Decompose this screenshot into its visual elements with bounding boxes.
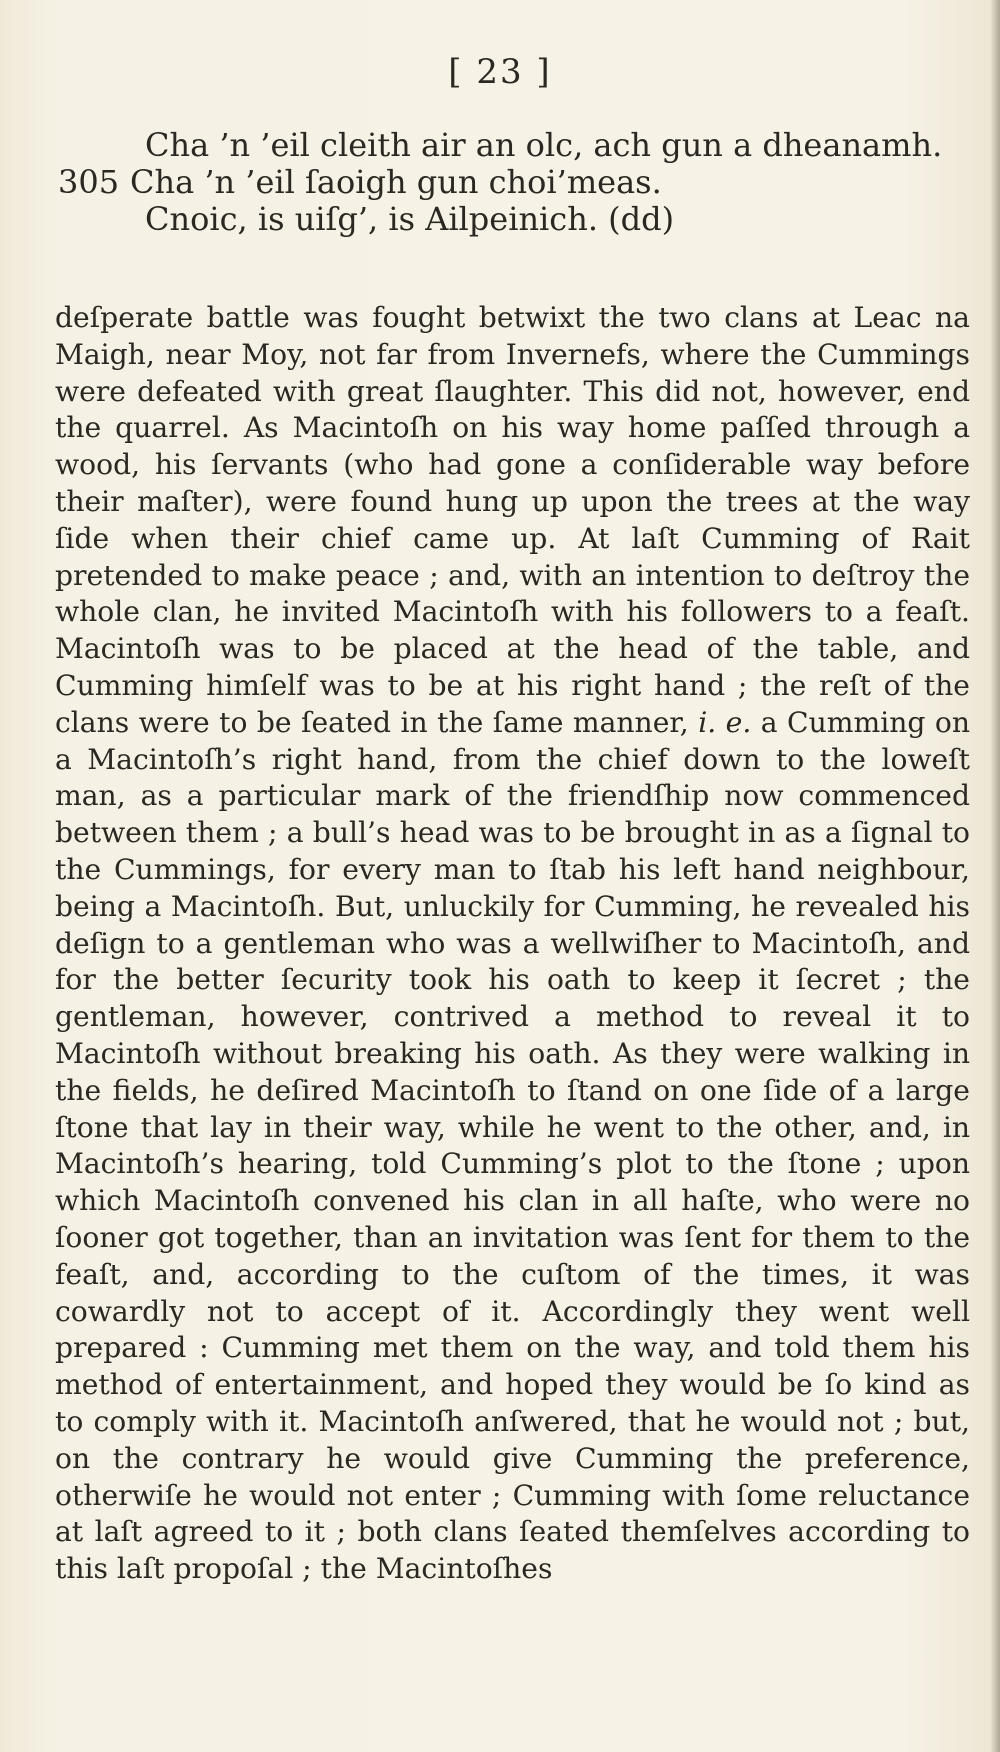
verse-line-number: 305 xyxy=(58,163,120,201)
prose-body xyxy=(55,300,970,1588)
prose-text-part-2: a Cumming on a Macintoſh’s right hand, from the chief down to the loweſt man, as a particular mark of the friendſhip now commenced between them ; a bull’s head was to be brought in as a ſignal to the Cummings, for every man to ſtab his left hand neighbour, being a Macintoſh. But, unluckily for Cumming, he revealed his deſign to a gentleman who was a wellwiſher to Macintoſh, and for the better ſecurity took his oath to keep it ſecret ; the gentleman, however, contrived a method to reveal it to Macintoſh without breaking his oath. As they were walking in the fields, he deſired Macintoſh to ſtand on one ſide of a large ſtone that lay in their way, while he went to the other, and, in Macintoſh’s hearing, told Cumming’s plot to the ſtone ; upon which Macintoſh convened his clan in all haſte, who were no ſooner got together, than an invitation was ſent for them to the feaſt, and, according to the cuſtom of the times, it was cowardly not to accept of it. Accordingly they went well prepared : Cumming met them on the way, and told them his method of entertainment, and hoped they would be ſo kind as to comply with it. Macintoſh anſwered, that he would not ; but, on the contrary he would give Cumming the preference, otherwiſe he would not enter ; Cumming with ſome reluctance at laſt agreed to it ; both clans ſeated themſelves according to this laſt propoſal ; the Macintoſhes xyxy=(55,705,971,1586)
verse-line-1: Cha ’n ’eil cleith air an olc, ach gun a dheanamh. xyxy=(145,126,943,164)
page-edge-shadow xyxy=(990,0,1000,1752)
prose-paragraph xyxy=(55,300,970,1588)
prose-abbreviation-ie: i. e. xyxy=(698,705,752,739)
verse-line-3: Cnoic, is uiſg’, is Ailpeinich. (dd) xyxy=(145,200,675,238)
verse-line-2: Cha ’n ’eil ſaoigh gun choi’meas. xyxy=(130,163,662,201)
prose-text-part-1: deſperate battle was fought betwixt the two clans at Leac na Maigh, near Moy, not far from Invernefs, where the Cummings were defeated with great ſlaughter. This did not, however, end the quarrel. As Macintoſh on his way home paſſed through a wood, his ſervants (who had gone a conſiderable way before their maſter), were found hung up upon the trees at the way ſide when their chief came up. At laſt Cumming of Rait pretended to make peace ; and, with an intention to deſtroy the whole clan, he invited Macintoſh with his followers to a feaſt. Macintoſh was to be placed at the head of the table, and Cumming himſelf was to be at his right hand ; the reſt of the clans were to be ſeated in the ſame manner, xyxy=(55,301,970,739)
page-number: [ 23 ] xyxy=(448,52,552,92)
